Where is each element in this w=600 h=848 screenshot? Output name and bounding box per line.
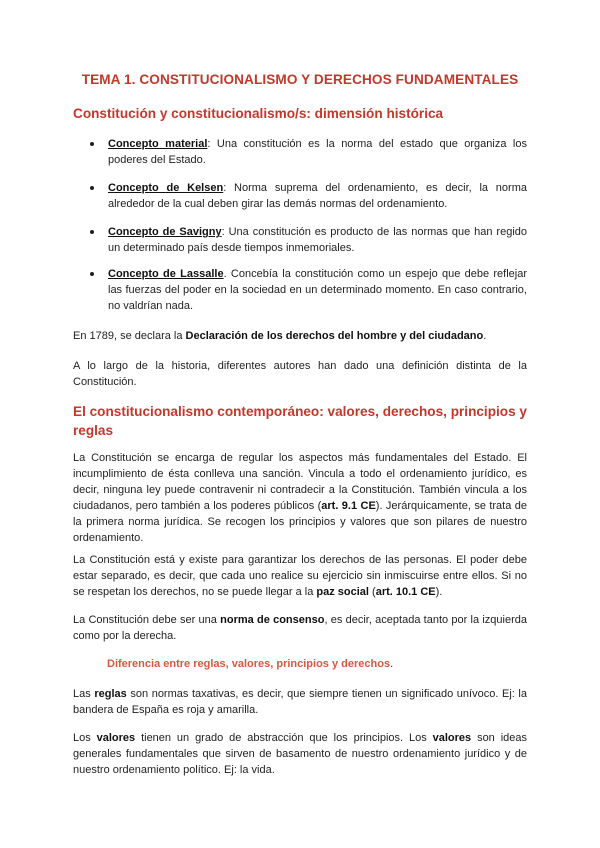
list-item [73,224,527,266]
paragraph-history [73,358,527,390]
key-term: paz social [316,586,369,598]
declaration-title: Declaración de los derechos del hombre y del ciudadano [185,330,484,342]
key-term: valores [432,732,472,744]
text: son ideas generales fundamentales que sirven de basamento de nuestro ordenamiento jurídico y de nuestro ordenamiento político. Ej: la vida. [73,732,527,776]
concept-list [73,136,527,314]
paragraph-rules [73,686,527,718]
text: ). Jerárquicamente, se trata de la primera norma jurídica. Se recogen los principios y valores que son pilares de nuestro ordenamiento. [73,500,527,544]
text: Los [73,732,97,744]
bullet-icon [90,272,94,276]
text: . [390,658,394,670]
section1-heading: Constitución y constitucionalismo/s: dimensión histórica [73,106,444,121]
paragraph-constitution-rights [73,552,527,600]
bullet-icon [90,230,94,234]
bullet-icon [90,186,94,190]
paragraph-values [73,730,527,778]
text: A lo largo de la historia, diferentes autores han dado una definición distinta de la Constitución. [73,360,527,388]
text: La Constitución está y existe para garantizar los derechos de las personas. El poder debe estar separado, es decir, que cada uno realice su ejercicio sin inmiscuirse entre ellos. Si no se respetan los derechos, no se puede llegar a la [73,554,527,598]
subheading-block [73,656,527,672]
bullet-term: Concepto de Lassalle [108,268,224,280]
bullet-icon [90,142,94,146]
section2-heading-block [73,402,527,440]
text: ( [368,586,376,598]
bullet-text: : Una constitución es producto de las normas que han regido un determinado país desde tiempos inmemoriales. [108,226,527,254]
list-item [73,180,527,224]
text: ). [435,586,443,598]
list-item [73,266,527,314]
bullet-text: : Una constitución es la norma del estado que organiza los poderes del Estado. [108,138,527,166]
article-ref: art. 9.1 CE [321,500,376,512]
bullet-term: Concepto material [108,138,208,150]
section2-heading: El constitucionalismo contemporáneo: valores, derechos, principios y reglas [73,404,527,438]
bullet-text: : Norma suprema del ordenamiento, es decir, la norma alrededor de la cual deben girar las demás normas del ordenamiento. [108,182,527,210]
key-term: norma de consenso [220,614,325,626]
text: son normas taxativas, es decir, que siempre tienen un significado unívoco. Ej: la bandera de España es roja y amarilla. [73,688,527,716]
document-title: TEMA 1. CONSTITUCIONALISMO Y DERECHOS FUNDAMENTALES [81,72,519,87]
key-term: valores [96,732,136,744]
paragraph-constitution-regulates [73,450,527,546]
section1-heading-block [73,106,527,122]
bullet-text: . Concebía la constitución como un espejo que debe reflejar las fuerzas del poder en la sociedad en un determinado momento. En caso contrario, no valdrían nada. [108,268,528,312]
subheading: Diferencia entre reglas, valores, principios y derechos [107,658,391,670]
paragraph-1789 [73,328,527,344]
bullet-term: Concepto de Savigny [108,226,222,238]
text: . [483,330,487,342]
bullet-term: Concepto de Kelsen [108,182,224,194]
text: tienen un grado de abstracción que los principios. Los [135,732,433,744]
text: La Constitución se encarga de regular los aspectos más fundamentales del Estado. El incumplimiento de ésta conlleva una sanción. Vincula a todo el ordenamiento jurídico, es decir, ninguna ley puede contravenir ni contradecir a la Constitución. También vincula a los ciudadanos, pero también a los poderes públicos ( [73,452,527,512]
paragraph-consensus [73,612,527,644]
article-ref: art. 10.1 CE [375,586,436,598]
key-term: reglas [94,688,127,700]
text: , es decir, aceptada tanto por la izquierda como por la derecha. [73,614,528,642]
text: La Constitución debe ser una [73,614,221,626]
list-item [73,136,527,180]
text: En 1789, se declara la [73,330,186,342]
text: Las [73,688,95,700]
